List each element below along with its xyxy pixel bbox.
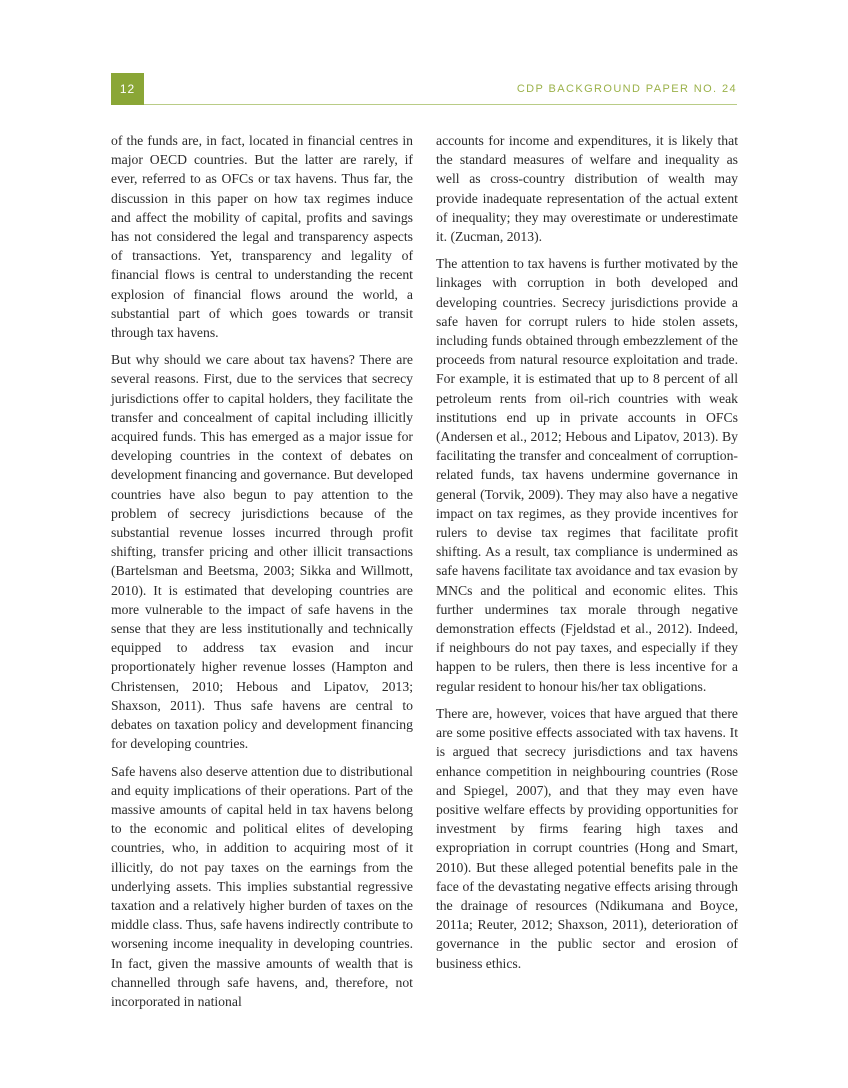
paragraph: The attention to tax havens is further motivated by the linkages with corruption in both developed and developing countries. Secrecy jurisdictions provide a safe haven for corrupt rulers to hide stolen assets, including funds obtained through embezzlement of the proceeds from natural resource exploitation and trade. For example, it is estimated that up to 8 percent of all petroleum rents from oil-rich countries with weak institutions end up in private accounts in OFCs (Andersen et al., 2012; Hebous and Lipatov, 2013). By facilitating the transfer and concealment of corruption-related funds, tax havens undermine governance in general (Torvik, 2009). They may also have a negative impact on tax regimes, as they provide incentives for rulers to devise tax regimes that facilitate profit shifting. As a result, tax compliance is undermined as safe havens facilitate tax avoidance and tax evasion by MNCs and the political and economic elites. This further undermines tax morale through negative demonstration effects (Fjeldstad et al., 2012). Indeed, if neighbours do not pay taxes, and especially if they happen to be rulers, then there is less incentive for a regular resident to honour his/her tax obligations.	[436, 256, 738, 694]
paragraph: of the funds are, in fact, located in financial centres in major OECD countries. But the latter are rarely, if ever, referred to as OFCs or tax havens. Thus far, the discussion in this paper on how tax regimes induce and affect the mobility of capital, profits and savings has not considered the legal and transparency aspects of transactions. Yet, transparency and legality of financial flows is central to understanding the recent explosion of financial flows around the world, a substantial part of which goes towards or transit through tax havens.	[111, 133, 413, 341]
paragraph: accounts for income and expenditures, it is likely that the standard measures of welfare and inequality as well as cross-country distribution of wealth may provide inadequate representation of the actual extent of inequality; they may overestimate or underestimate it. (Zucman, 2013).	[436, 133, 738, 245]
paragraph: But why should we care about tax havens? There are several reasons. First, due to the services that secrecy jurisdictions offer to capital holders, they facilitate the transfer and concealment of capital including illicitly acquired funds. This has emerged as a major issue for developing countries in the context of debates on development financing and governance. But developed countries have also begun to pay attention to the problem of secrecy jurisdictions because of the substantial revenue losses incurred through profit shifting, transfer pricing and other illicit transactions (Bartelsman and Beetsma, 2003; Sikka and Willmott, 2010). It is estimated that developing countries are more vulnerable to the impact of safe havens in the sense that they are less institutionally and technically equipped to address tax evasion and incur proportionately higher revenue losses (Hampton and Christensen, 2010; Hebous and Lipatov, 2013; Shaxson, 2011). Thus safe havens are central to debates on taxation policy and development financing for developing countries.	[111, 352, 413, 752]
right-column	[436, 131, 738, 981]
page-number: 12	[111, 73, 144, 105]
paragraph: There are, however, voices that have argued that there are some positive effects associated with tax havens. It is argued that secrecy jurisdictions and tax havens enhance competition in neighbouring countries (Rose and Spiegel, 2007), and that they may even have positive welfare effects by providing opportunities for investment by firms fearing high taxes and expropriation in corrupt countries (Hong and Smart, 2010). But these alleged potential benefits pale in the face of the devastating negative effects arising through the drainage of resources (Ndikumana and Boyce, 2011a; Reuter, 2012; Shaxson, 2011), deterioration of governance in the public sector and erosion of business ethics.	[436, 705, 738, 971]
header-rule	[144, 104, 737, 105]
left-column	[111, 131, 413, 1019]
running-header: CDP BACKGROUND PAPER NO. 24	[516, 83, 737, 95]
paragraph: Safe havens also deserve attention due to distributional and equity implications of their operations. Part of the massive amounts of capital held in tax havens belong to the economic and political elites of developing countries, who, in addition to acquiring most of it illicitly, do not pay taxes on the earnings from the underlying assets. This implies substantial regressive taxation and a relatively higher burden of taxes on the middle class. Thus, safe havens indirectly contribute to worsening income inequality in developing countries. In fact, given the massive amounts of wealth that is channelled through safe havens, and, therefore, not incorporated in national	[111, 763, 413, 1009]
